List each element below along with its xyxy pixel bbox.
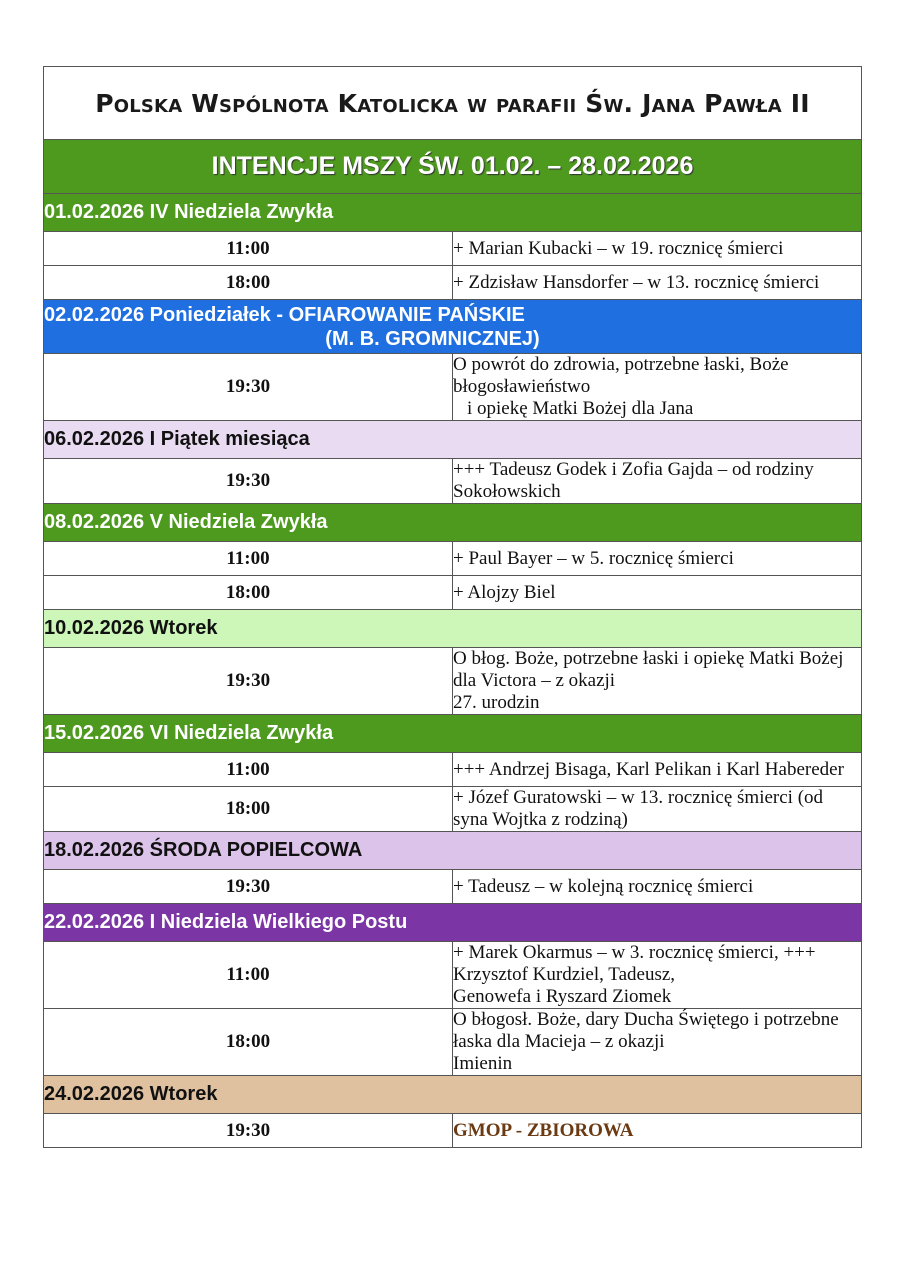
mass-time: 19:30: [44, 459, 453, 504]
mass-row: [44, 1009, 862, 1076]
intention-line: O powrót do zdrowia, potrzebne łaski, Boże błogosławieństwo: [453, 354, 789, 397]
mass-intention: [453, 870, 862, 904]
intentions-table: [43, 66, 862, 1148]
mass-row: [44, 354, 862, 421]
day-header-row: [44, 300, 862, 354]
intention-line: + Alojzy Biel: [453, 581, 556, 603]
mass-intention: [453, 542, 862, 576]
intention-line: + Józef Guratowski – w 13. rocznicę śmierci (od syna Wojtka z rodziną): [453, 787, 824, 830]
intention-line: O błogosł. Boże, dary Ducha Świętego i potrzebne łaska dla Macieja – z okazji: [453, 1009, 839, 1052]
mass-time: 11:00: [44, 942, 453, 1009]
day-label: 06.02.2026 I Piątek miesiąca: [44, 428, 310, 450]
day-label: 18.02.2026 ŚRODA POPIELCOWA: [44, 839, 363, 861]
day-header-row: [44, 832, 862, 870]
intention-line: + Zdzisław Hansdorfer – w 13. rocznicę śmierci: [453, 271, 820, 293]
mass-time: 11:00: [44, 542, 453, 576]
mass-time: 18:00: [44, 576, 453, 610]
intention-line: + Paul Bayer – w 5. rocznicę śmierci: [453, 547, 734, 569]
day-header-row: [44, 194, 862, 232]
intention-line: +++ Andrzej Bisaga, Karl Pelikan i Karl Habereder: [453, 758, 844, 780]
day-header: [44, 715, 862, 753]
intention-line: GMOP - ZBIOROWA: [453, 1119, 634, 1141]
mass-time: 19:30: [44, 648, 453, 715]
mass-intention: [453, 459, 862, 504]
day-header-row: [44, 715, 862, 753]
day-label: 02.02.2026 Poniedziałek - OFIAROWANIE PAŃSKIE: [44, 303, 525, 326]
mass-intention: [453, 1114, 862, 1148]
mass-row: [44, 787, 862, 832]
mass-intention: [453, 1009, 862, 1076]
mass-row: [44, 266, 862, 300]
intention-line: O błog. Boże, potrzebne łaski i opiekę Matki Bożej dla Victora – z okazji: [453, 648, 844, 691]
intention-line: + Marek Okarmus – w 3. rocznicę śmierci, +++ Krzysztof Kurdziel, Tadeusz,: [453, 942, 816, 985]
mass-time: 18:00: [44, 787, 453, 832]
mass-time: 18:00: [44, 1009, 453, 1076]
mass-time: 18:00: [44, 266, 453, 300]
day-label: 08.02.2026 V Niedziela Zwykła: [44, 511, 328, 533]
mass-row: [44, 942, 862, 1009]
mass-row: [44, 870, 862, 904]
day-header: [44, 1076, 862, 1114]
intention-line: 27. urodzin: [453, 692, 540, 713]
day-header: [44, 904, 862, 942]
intentions-banner: INTENCJE MSZY ŚW. 01.02. – 28.02.2026: [44, 140, 862, 194]
day-label: 22.02.2026 I Niedziela Wielkiego Postu: [44, 911, 408, 933]
day-header: [44, 421, 862, 459]
day-sublabel: (M. B. GROMNICZNEJ): [325, 327, 540, 350]
day-header-row: [44, 610, 862, 648]
mass-intention: [453, 232, 862, 266]
intention-line: + Marian Kubacki – w 19. rocznicę śmierci: [453, 237, 784, 259]
mass-time: 19:30: [44, 354, 453, 421]
mass-intention: [453, 576, 862, 610]
day-header-row: [44, 421, 862, 459]
mass-time: 19:30: [44, 870, 453, 904]
day-header-row: [44, 904, 862, 942]
day-header-row: [44, 504, 862, 542]
mass-intention: [453, 753, 862, 787]
day-header: [44, 504, 862, 542]
mass-intention: [453, 787, 862, 832]
day-header: [44, 610, 862, 648]
mass-row: [44, 542, 862, 576]
mass-time: 11:00: [44, 753, 453, 787]
mass-intention: [453, 942, 862, 1009]
intention-line: + Tadeusz – w kolejną rocznicę śmierci: [453, 875, 754, 897]
day-label: 10.02.2026 Wtorek: [44, 617, 218, 639]
mass-intention: [453, 354, 862, 421]
day-header-row: [44, 1076, 862, 1114]
day-header: [44, 300, 862, 354]
mass-row: [44, 576, 862, 610]
mass-time: 11:00: [44, 232, 453, 266]
day-label: 24.02.2026 Wtorek: [44, 1083, 218, 1105]
day-header: [44, 194, 862, 232]
intention-line: i opiekę Matki Bożej dla Jana: [467, 398, 694, 419]
mass-row: [44, 1114, 862, 1148]
mass-row: [44, 232, 862, 266]
day-label: 15.02.2026 VI Niedziela Zwykła: [44, 722, 334, 744]
mass-time: 19:30: [44, 1114, 453, 1148]
mass-row: [44, 753, 862, 787]
intention-line: Genowefa i Ryszard Ziomek: [453, 986, 672, 1007]
mass-row: [44, 648, 862, 715]
parish-title: Polska Wspólnota Katolicka w parafii Św. Jana Pawła II: [44, 67, 862, 140]
intention-line: Imienin: [453, 1053, 513, 1074]
mass-row: [44, 459, 862, 504]
day-label: 01.02.2026 IV Niedziela Zwykła: [44, 201, 334, 223]
intention-line: +++ Tadeusz Godek i Zofia Gajda – od rodziny Sokołowskich: [453, 459, 814, 502]
mass-intention: [453, 648, 862, 715]
mass-intention: [453, 266, 862, 300]
day-header: [44, 832, 862, 870]
